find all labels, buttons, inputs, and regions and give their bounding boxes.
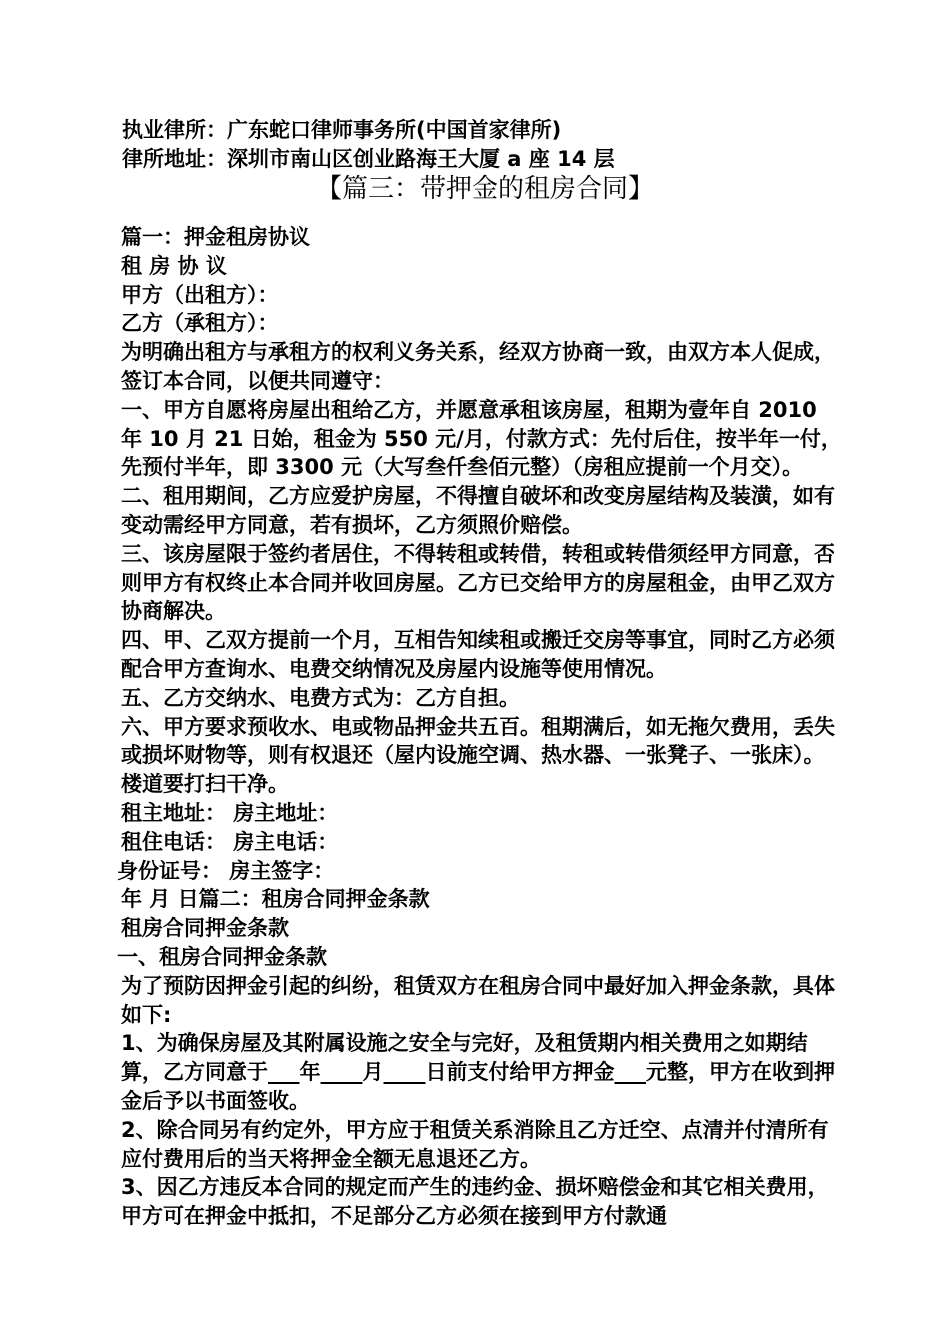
tenant-phone-line: 租住电话： 房主电话： [121,829,339,854]
id-number-line: 身份证号： 房主签字： [117,858,335,883]
date-and-part-two-heading: 年 月 日篇二：租房合同押金条款 [121,887,430,912]
deposit-item-3: 3、因乙方违反本合同的规定而产生的违约金、损坏赔偿金和其它相关费用，甲方可在押金中抵扣，不足部分乙方必须在接到甲方付款通 [121,1175,829,1229]
law-firm-name: 执业律所：广东蛇口律师事务所(中国首家律所) [122,118,562,142]
deposit-item-1: 1、为确保房屋及其附属设施之安全与完好，及租赁期内相关费用之如期结算，乙方同意于___年____月____日前支付给甲方押金___元整，甲方在收到押金后予以书面签收。 [121,1031,835,1113]
deposit-item-2: 2、除合同另有约定外，甲方应于租赁关系消除且乙方迁空、点清并付清所有应付费用后的当天将押金全额无息退还乙方。 [121,1117,829,1171]
clause-4: 四、甲、乙双方提前一个月，互相告知续租或搬迁交房等事宜，同时乙方必须配合甲方查询水、电费交纳情况及房屋内设施等使用情况。 [121,628,835,681]
clause-3: 三、该房屋限于签约者居住，不得转租或转借，转租或转借须经甲方同意，否则甲方有权终止本合同并收回房屋。乙方已交给甲方的房屋租金，由甲乙双方协商解决。 [121,541,835,624]
section-title: 【篇三：带押金的租房合同】 [315,174,654,204]
deposit-clause-heading: 租房合同押金条款 [121,916,289,941]
party-b-line: 乙方（承租方）： [121,311,279,336]
clause-2: 二、租用期间，乙方应爱护房屋，不得擅自破坏和改变房屋结构及装潢，如有变动需经甲方同意，若有损坏，乙方须照价赔偿。 [121,484,835,537]
deposit-clause-subheading: 一、租房合同押金条款 [117,944,327,969]
clause-5: 五、乙方交纳水、电费方式为：乙方自担。 [121,685,520,710]
law-firm-address: 律所地址：深圳市南山区创业路海王大厦 a 座 14 层 [122,147,615,171]
clause-1: 一、甲方自愿将房屋出租给乙方，并愿意承租该房屋，租期为壹年自 2010 年 10 月 21 日始，租金为 550 元/月，付款方式：先付后住，按半年一付，先预付半年，即 3300 元（大写叁仟叁佰元整）（房租应提前一个月交）。 [121,397,842,480]
clause-6: 六、甲方要求预收水、电或物品押金共五百。租期满后，如无拖欠费用，丢失或损坏财物等，则有权退还（屋内设施空调、热水器、一张凳子、一张床）。楼道要打扫干净。 [121,714,835,797]
deposit-intro-paragraph: 为了预防因押金引起的纠纷，租赁双方在租房合同中最好加入押金条款，具体如下: [121,973,835,1027]
document-body [117,223,845,1231]
heading-part-one: 篇一：押金租房协议 [121,225,310,249]
heading-lease-agreement: 租 房 协 议 [121,253,227,278]
preamble-paragraph: 为明确出租方与承租方的权利义务关系，经双方协商一致，由双方本人促成，签订本合同，以便共同遵守： [121,340,835,393]
party-a-line: 甲方（出租方）： [121,282,279,307]
tenant-address-line: 租主地址： 房主地址： [121,800,339,825]
